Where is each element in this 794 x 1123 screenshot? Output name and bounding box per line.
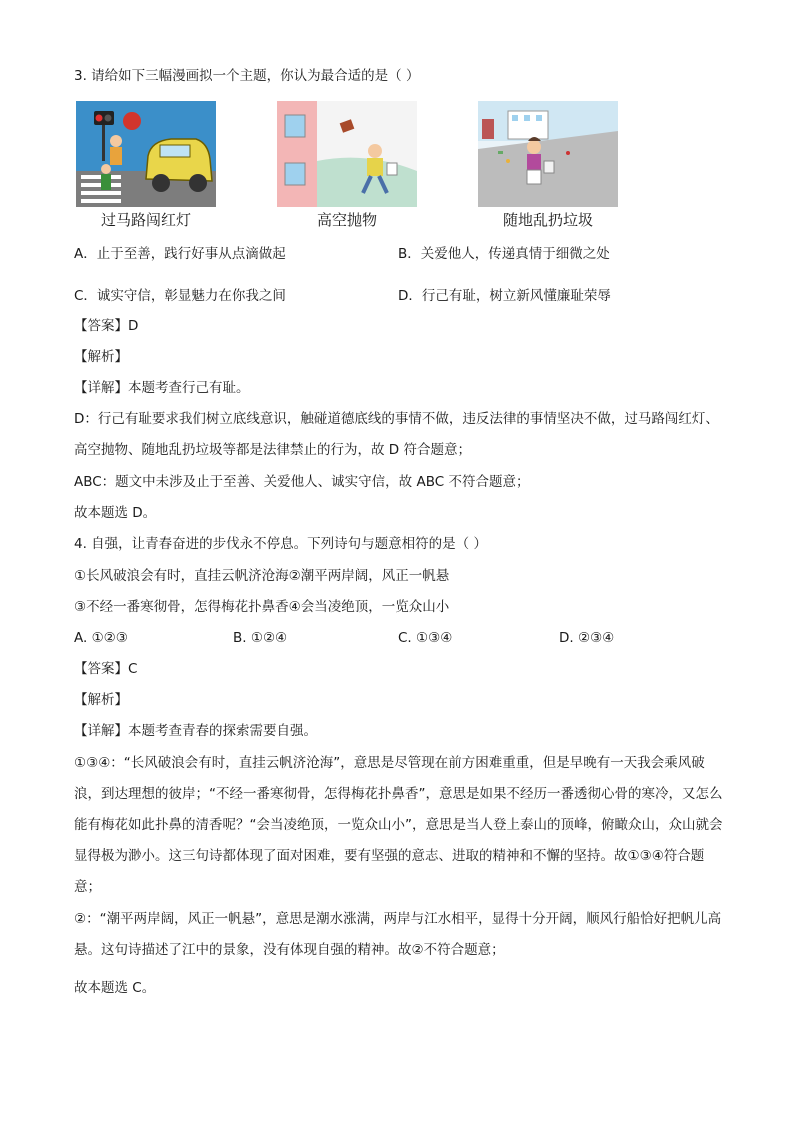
q3-option-c: C．诚实守信，彰显魅力在你我之间: [74, 288, 286, 304]
q4-option-c: C. ①③④: [398, 630, 453, 646]
q3-detail: 【详解】本题考查行己有耻。: [74, 380, 250, 396]
q4-option-d: D. ②③④: [559, 630, 615, 646]
caption-littering: 随地乱扔垃圾: [502, 211, 593, 229]
q3-explain-abc: ABC：题文中未涉及止于至善、关爱他人、诚实守信，故 ABC 不符合题意；: [74, 474, 530, 490]
q3-analysis-label: 【解析】: [74, 349, 128, 365]
q3-stem: 3. 请给如下三幅漫画拟一个主题，你认为最合适的是（ ）: [74, 68, 420, 84]
q3-option-b: B．关爱他人，传递真情于细微之处: [398, 246, 610, 262]
q4-analysis-label: 【解析】: [74, 692, 128, 708]
q4-poems-2: ③不经一番寒彻骨，怎得梅花扑鼻香④会当凌绝顶，一览众山小: [74, 599, 450, 615]
q4-answer: 【答案】C: [74, 661, 138, 677]
q4-explain-134: ①③④：“长风破浪会有时，直挂云帆济沧海”，意思是尽管现在前方困难重重，但是早晚有一天我会乘风破浪，到达理想的彼岸；“不经一番寒彻骨，怎得梅花扑鼻香”，意思是如果不经历一番透彻心骨的寒冷，又怎么能有梅花如此扑鼻的清香呢？“会当凌绝顶，一览众山小”，意思是当人登上泰山的顶峰，俯瞰众山，众山就会显得极为渺小。这三句诗都体现了面对困难，要有坚强的意志、进取的精神和不懈的坚持。故①③④符合题意；: [74, 755, 723, 895]
q4-poems-1: ①长风破浪会有时，直挂云帆济沧海②潮平两岸阔，风正一帆悬: [74, 568, 450, 584]
q4-conclusion: 故本题选 C。: [74, 980, 156, 996]
cartoon-littering: [478, 101, 618, 207]
q4-stem: 4. 自强，让青春奋进的步伐永不停息。下列诗句与题意相符的是（ ）: [74, 536, 487, 552]
caption-traffic: 过马路闯红灯: [100, 211, 191, 229]
q4-option-b: B. ①②④: [233, 630, 288, 646]
q3-answer: 【答案】D: [74, 318, 139, 334]
q4-option-a: A. ①②③: [74, 630, 128, 646]
q3-explain-d: D：行己有耻要求我们树立底线意识，触碰道德底线的事情不做，违反法律的事情坚决不做，过马路闯红灯、高空抛物、随地乱扔垃圾等都是法律禁止的行为，故 D 符合题意；: [74, 411, 719, 458]
cartoon-throwing: [277, 101, 417, 207]
q3-option-a: A．止于至善，践行好事从点滴做起: [74, 246, 286, 262]
caption-throwing: 高空抛物: [316, 211, 377, 229]
q3-option-d: D．行己有耻，树立新风懂廉耻荣辱: [398, 288, 611, 304]
q3-conclusion: 故本题选 D。: [74, 505, 157, 521]
q4-detail: 【详解】本题考查青春的探索需要自强。: [74, 723, 317, 739]
cartoon-traffic-light: [76, 101, 216, 207]
q4-explain-2: ②：“潮平两岸阔，风正一帆悬”，意思是潮水涨满，两岸与江水相平，显得十分开阔，顺风行船恰好把帆儿高悬。这句诗描述了江中的景象，没有体现自强的精神。故②不符合题意；: [74, 911, 722, 958]
